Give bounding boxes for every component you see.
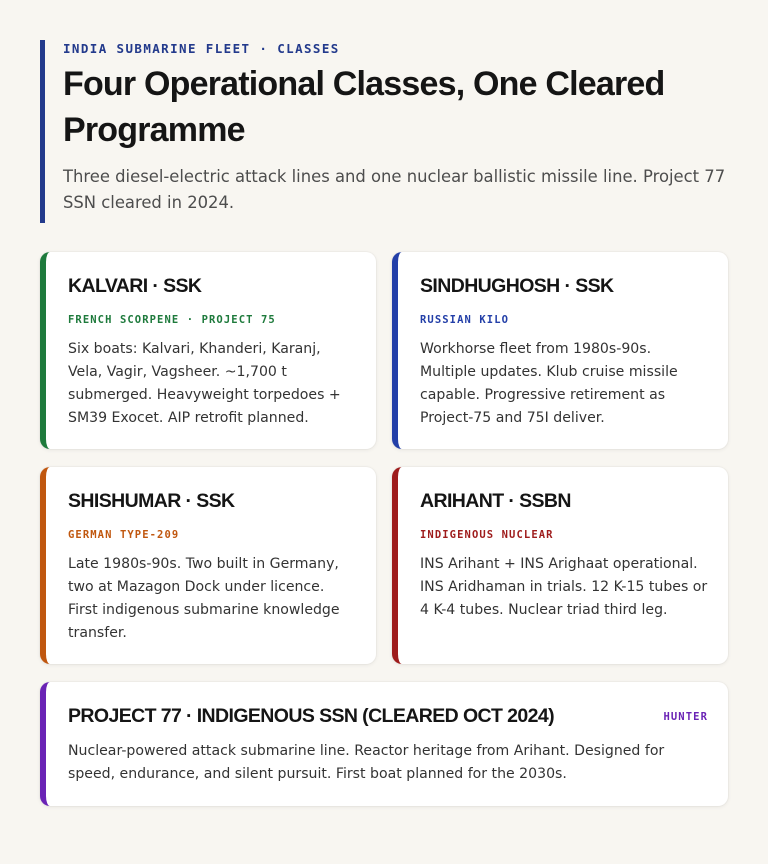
eyebrow-label: INDIA SUBMARINE FLEET · CLASSES [63,41,340,56]
card-role-tag: HUNTER [663,711,708,723]
class-card-arihant [392,467,728,664]
card-title: PROJECT 77 · INDIGENOUS SSN (CLEARED OCT 2024) [68,705,554,727]
card-origin-tag: INDIGENOUS NUCLEAR [420,529,554,541]
page-title: Four Operational Classes, One Cleared Programme [63,65,665,149]
card-title: SINDHUGHOSH · SSK [420,275,614,297]
programme-card-header [68,704,708,728]
card-title: SHISHUMAR · SSK [68,490,235,512]
class-card-shishumar [40,467,376,664]
class-card-kalvari [40,252,376,449]
card-origin-tag: RUSSIAN KILO [420,314,510,326]
card-origin-tag: FRENCH SCORPENE · PROJECT 75 [68,314,276,326]
card-description: Nuclear-powered attack submarine line. Reactor heritage from Arihant. Designed for speed, endurance, and silent pursuit. First boat planned for the 2030s. [68,743,665,782]
card-description: INS Arihant + INS Arighaat operational. INS Aridhaman in trials. 12 K-15 tubes or 4 K-4 tubes. Nuclear triad third leg. [420,556,708,618]
card-description: Six boats: Kalvari, Khanderi, Karanj, Vela, Vagir, Vagsheer. ~1,700 t submerged. Heavyweight torpedoes + SM39 Exocet. AIP retrofit planned. [68,341,341,426]
card-description: Workhorse fleet from 1980s-90s. Multiple updates. Klub cruise missile capable. Progressive retirement as Project-75 and 75I deliver. [420,341,678,426]
class-card-sindhughosh [392,252,728,449]
card-title: KALVARI · SSK [68,275,202,297]
page-header [40,40,728,223]
card-origin-tag: GERMAN TYPE-209 [68,529,180,541]
programme-card-project-77 [40,682,728,806]
card-description: Late 1980s-90s. Two built in Germany, two at Mazagon Dock under licence. First indigenous submarine knowledge transfer. [68,556,340,641]
card-title: ARIHANT · SSBN [420,490,571,512]
page-subtitle: Three diesel-electric attack lines and one nuclear ballistic missile line. Project 77 SSN cleared in 2024. [63,167,726,212]
